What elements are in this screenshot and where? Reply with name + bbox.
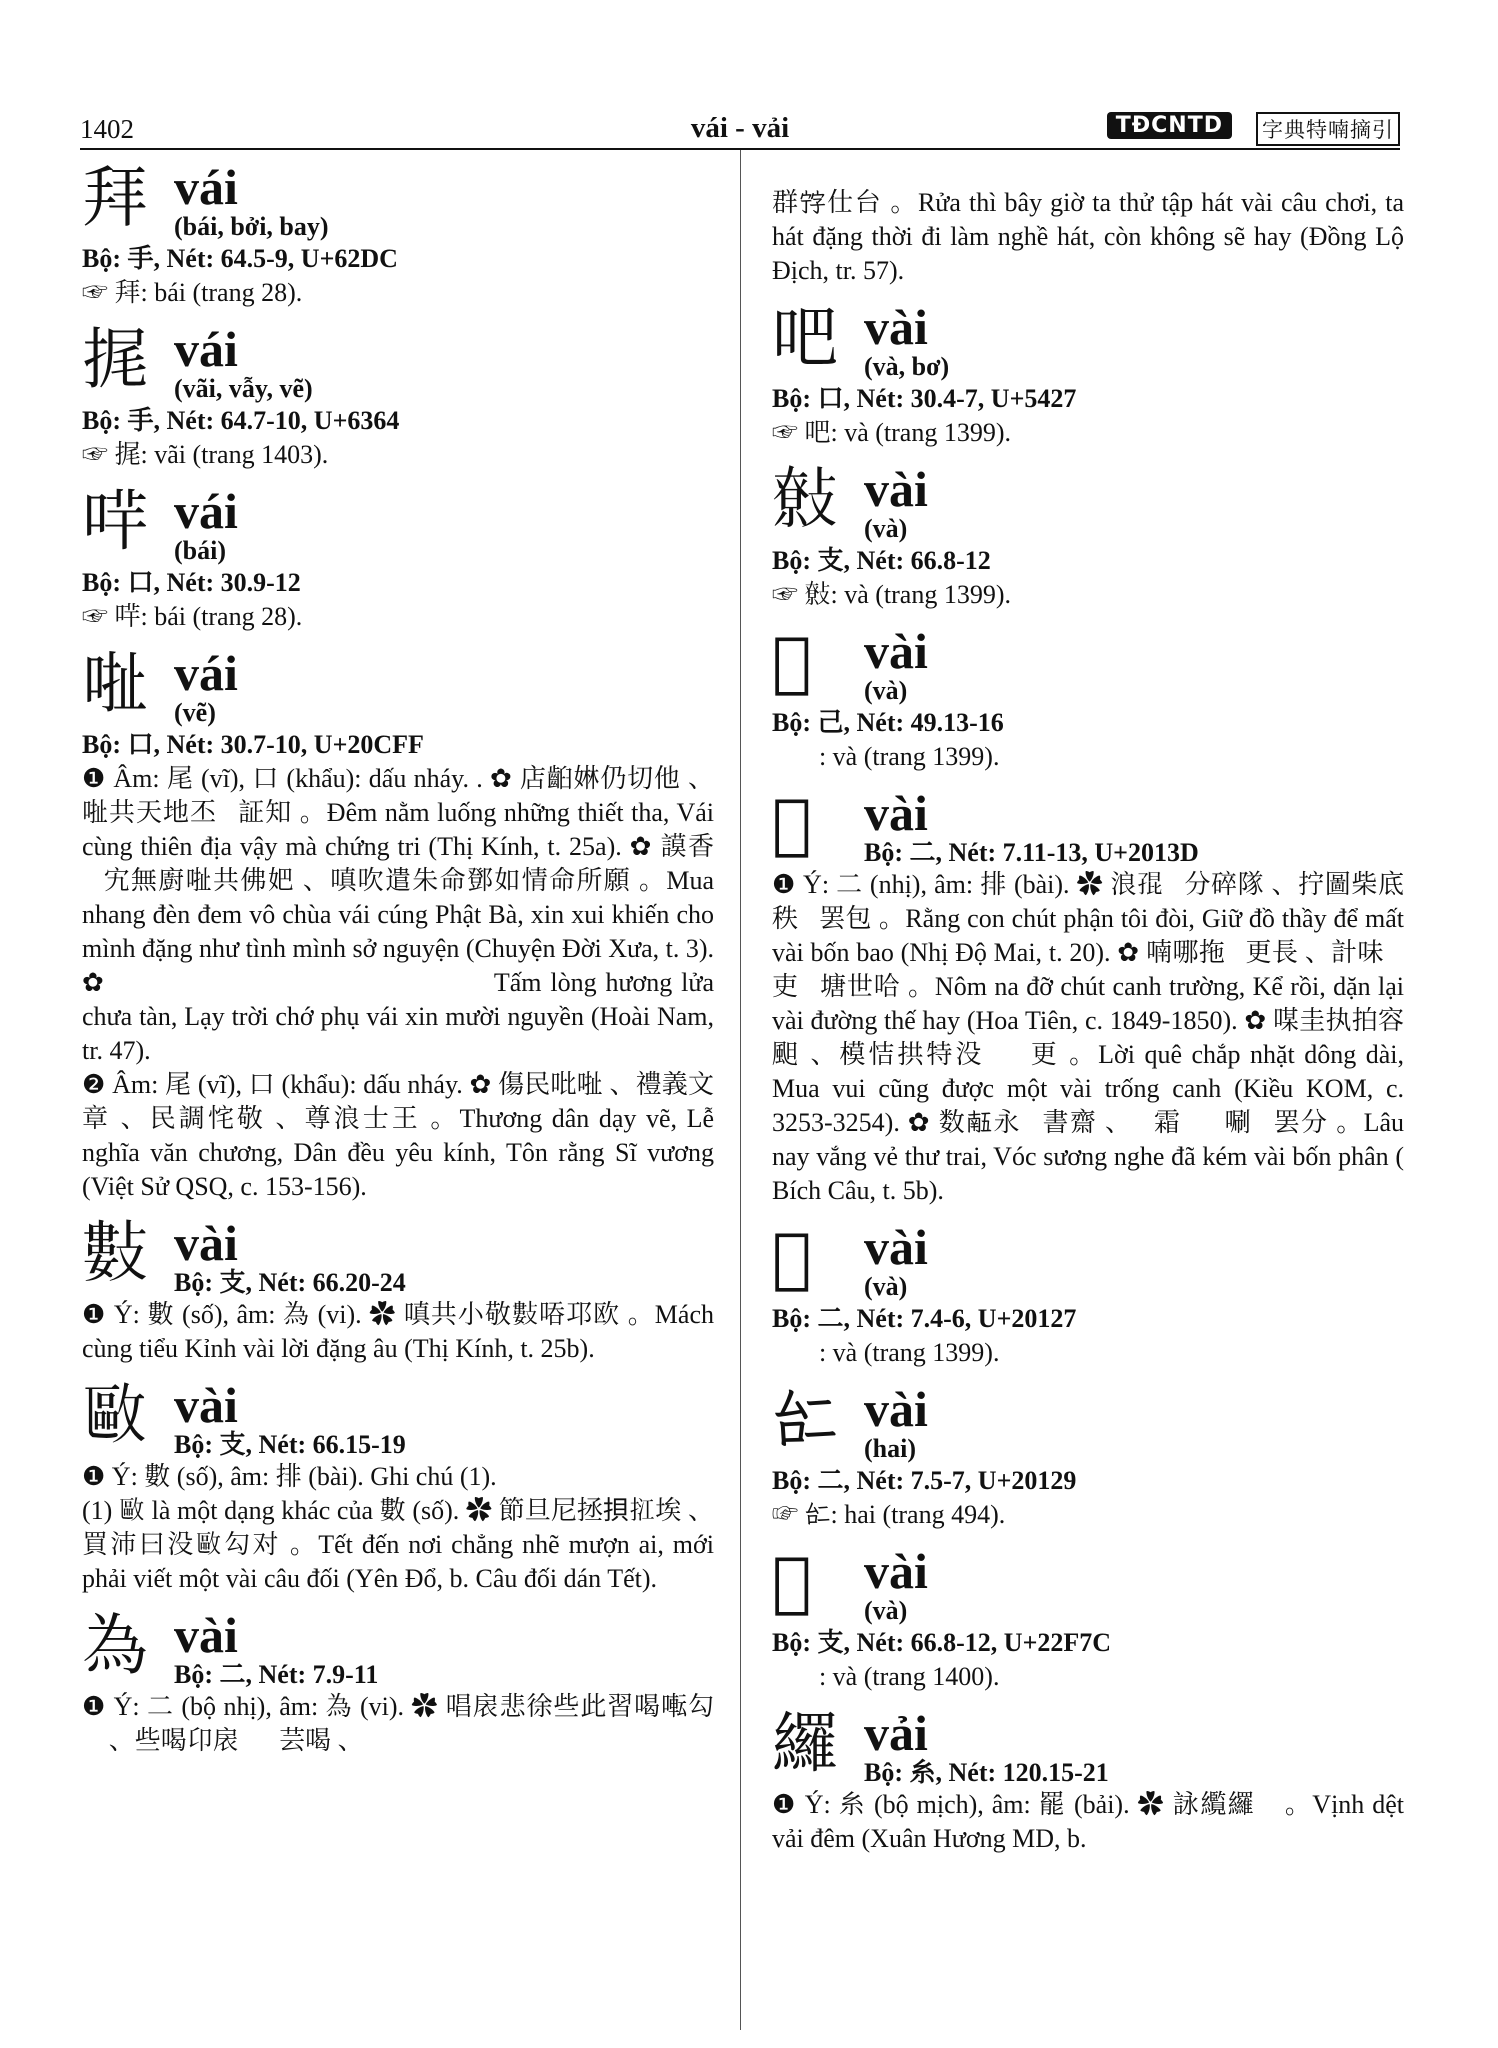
entry-headword: vái: [174, 645, 238, 701]
page-number: 1402: [80, 114, 134, 144]
entry-sense: ❶ Ý: 糸 (bộ mịch), âm: 罷 (bải). ✿ 詠䌫纙𦚖 。Vịnh dệt vải đêm (Xuân Hương MD, b.: [772, 1790, 1404, 1853]
entry-crossref: ☞ 𠄩: hai (trang 494).: [772, 1500, 1006, 1529]
entry-headword: vài: [864, 623, 928, 679]
entry-character: 𠄧: [772, 1219, 812, 1296]
entry-headword: vài: [864, 1381, 928, 1437]
dictionary-entry: [772, 622, 1404, 774]
entry-crossref: ☞ 哶: bái (trang 28).: [82, 602, 303, 631]
entry-alt-readings: (và): [864, 676, 908, 705]
dictionary-entry: [772, 1380, 1404, 1532]
continued-text: 群𡨸仕台 。Rửa thì bây giờ ta thử tập hát vài câu chơi, ta hát đặng thời đi làm nghề hát, còn không sẽ hay (Đồng Lộ Địch, tr. 57).: [772, 188, 1404, 285]
logo-cjk-badge: 字典特喃摘引: [1256, 112, 1400, 146]
entry-radical-info: Bộ: 糸, Nét: 120.15-21: [864, 1758, 1109, 1787]
dictionary-entry: [82, 1376, 714, 1596]
dictionary-entry: [772, 1218, 1404, 1370]
left-column: [82, 158, 714, 1768]
entry-character: 𢿘: [82, 1215, 148, 1292]
entry-character: 𫠯: [772, 785, 812, 862]
entry-alt-readings: (và): [864, 1596, 908, 1625]
entry-crossref: ☞ 𢽼: và (trang 1400).: [772, 1662, 1000, 1691]
entry-radical-info: Bộ: 二, Nét: 7.9-11: [174, 1660, 379, 1689]
entry-character: 𢿛: [82, 1377, 148, 1454]
entry-sense: ❶ Ý: 二 (nhị), âm: 排 (bài). ✿ 浪𡥵𦀊分碎隊 、拧圖柴底秩𫠯罢包 。Rằng con chút phận tôi đòi, Giữ đồ thầy để mất vài bốn bao (Nhị Độ Mai, t. 20). ✿ 喃哪拖𦀊更長 、計味𦊚吏𫠯塘世哈 。Nôm na đỡ chút canh trường, Kể rồi, dặn lại vài đường thế hay (Hoa Tiên, c. 1849-1850). ✿ 㖼圭执拍容䫻 、模恄拱特没𫠯𣋚更 。Lời quê chắp nhặt dông dài, Mua vui cũng được một vài trống canh (Kiều KOM, c. 3253-3254). ✿ 数𠄼永𩈘書齋 、𥾽霜𩈘𤿤唰𫠯罢分 。Lâu nay vắng vẻ thư trai, Vóc sương nghe đã kém vài bốn phân ( Bích Câu, t. 5b).: [772, 870, 1404, 1205]
dictionary-entry: [772, 1542, 1404, 1694]
entry-radical-info: Bộ: 己, Nét: 49.13-16: [772, 708, 1004, 737]
dictionary-entry: [772, 298, 1404, 450]
right-column: [772, 186, 1404, 1866]
dictionary-entry: [772, 1704, 1404, 1856]
entry-radical-info: Bộ: 支, Nét: 66.8-12: [772, 546, 991, 575]
entry-alt-readings: (hai): [864, 1434, 916, 1463]
dictionary-entry: [82, 1214, 714, 1366]
column-divider: [740, 150, 741, 2030]
entry-headword: vài: [864, 1543, 928, 1599]
dictionary-entry: [82, 158, 714, 310]
guide-words: vái - vải: [690, 112, 790, 144]
entry-sense: ❶ Ý: 二 (bộ nhị), âm: 為 (vi). ✿ 唱扆悲徐些此習喝𫝚勾𨁪 、些喝卬扆𢀭𫢩芸喝 、: [82, 1692, 714, 1755]
entry-headword: vài: [174, 1377, 238, 1433]
logo-badge: TĐCNTD: [1107, 112, 1232, 139]
entry-crossref: ☞ 𢿞: và (trang 1399).: [772, 580, 1012, 609]
entry-sense: ❷ Âm: 尾 (vĩ), 口 (khẩu): dấu nháy. ✿ 傷民吡𠳏 、禮義文章 、民調㤞敬 、尊浪士王 。Thương dân dạy vẽ, Lễ nghĩa văn chương, Dân đều yêu kính, Tôn rằng Sĩ vương (Việt Sử QSQ, c. 153-156).: [82, 1070, 714, 1201]
entry-headword: vài: [864, 299, 928, 355]
page-header: [80, 110, 1400, 150]
entry-radical-info: Bộ: 口, Nét: 30.9-12: [82, 568, 301, 597]
entry-alt-readings: (vẽ): [174, 698, 216, 727]
dictionary-entry: [772, 784, 1404, 1208]
entry-headword: vài: [864, 461, 928, 517]
entry-headword: vài: [864, 785, 928, 841]
entry-character: 𠄩: [772, 1381, 838, 1458]
entry-alt-readings: (và, bơ): [864, 352, 950, 381]
entry-sense: ❶ Âm: 尾 (vĩ), 口 (khẩu): dấu nháy. . ✿ 店齨㛦仍切他 、𠳏共天地丕𫨩証知 。Đêm nằm luống những thiết tha, Vái cùng thiên địa vậy mà chứng tri (Thị Kính, t. 25a). ✿ 謨香𤊰宄無廚𠳏共佛妑 、嗔吹遣朱命鄧如情命所願 。Mua nhang đèn đem vô chùa vái cúng Phật Bà, xin xui khiến cho mình đặng như tình mình sở nguyện (Chuyện Đời Xưa, t. 3). ✿ 𦛿悉香焒渚殘 、𫡯丕渚負𠳏嗔𨑮願 。Tấm lòng hương lửa chưa tàn, Lạy trời chớ phụ vái xin mười nguyền (Hoài Nam, tr. 47).: [82, 764, 714, 1065]
entry-radical-info: Bộ: 二, Nét: 7.5-7, U+20129: [772, 1466, 1077, 1495]
entry-sense: ❶ Ý: 數 (số), âm: 排 (bài). Ghi chú (1).: [82, 1462, 497, 1491]
entry-headword: vải: [864, 1705, 928, 1761]
entry-character: 𠳏: [82, 645, 148, 722]
entry-radical-info: Bộ: 支, Nét: 66.15-19: [174, 1430, 406, 1459]
entry-character: 𢿞: [772, 461, 838, 538]
entry-headword: vái: [174, 159, 238, 215]
entry-headword: vái: [174, 321, 238, 377]
entry-radical-info: Bộ: 支, Nét: 66.8-12, U+22F7C: [772, 1628, 1112, 1657]
entry-radical-info: Bộ: 手, Nét: 64.7-10, U+6364: [82, 406, 400, 435]
entry-radical-info: Bộ: 手, Nét: 64.5-9, U+62DC: [82, 244, 398, 273]
entry-radical-info: Bộ: 二, Nét: 7.11-13, U+2013D: [864, 838, 1199, 867]
entry-character: 為: [82, 1607, 148, 1684]
entry-radical-info: Bộ: 支, Nét: 66.20-24: [174, 1268, 406, 1297]
entry-note: (1) 𢿛 là một dạng khác của 數 (số). ✿ 節旦尼拯𢭲𢬥埃 、買沛曰没𢿛勾对 。Tết đến nơi chẳng nhẽ mượn ai, mới phải viết một vài câu đối (Yên Đổ, b. Câu đối dán Tết).: [82, 1496, 714, 1593]
entry-character: 𢀲: [772, 623, 812, 700]
entry-character: 纙: [772, 1705, 838, 1782]
entry-character: 拜: [82, 159, 148, 236]
entry-headword: vài: [174, 1215, 238, 1271]
dictionary-entry: [772, 460, 1404, 612]
entry-radical-info: Bộ: 口, Nét: 30.7-10, U+20CFF: [82, 730, 424, 759]
dictionary-entry: [82, 320, 714, 472]
entry-alt-readings: (bái): [174, 536, 226, 565]
entry-crossref: ☞ 𠄧: và (trang 1399).: [772, 1338, 1000, 1367]
dictionary-entry: [82, 482, 714, 634]
entry-alt-readings: (vãi, vẫy, vẽ): [174, 374, 313, 403]
entry-headword: vài: [174, 1607, 238, 1663]
entry-alt-readings: (và): [864, 1272, 908, 1301]
dictionary-entry: [82, 644, 714, 1204]
entry-radical-info: Bộ: 口, Nét: 30.4-7, U+5427: [772, 384, 1077, 413]
entry-sense: ❶ Ý: 數 (số), âm: 為 (vi). ✿ 嗔共小敬𢿘㖔邛欧 。Mách cùng tiểu Kỉnh vài lời đặng âu (Thị Kính, t. 25b).: [82, 1300, 714, 1363]
entry-crossref: ☞ 吧: và (trang 1399).: [772, 418, 1012, 447]
entry-radical-info: Bộ: 二, Nét: 7.4-6, U+20127: [772, 1304, 1077, 1333]
entry-alt-readings: (bái, bởi, bay): [174, 212, 329, 241]
entry-character: 吧: [772, 299, 838, 376]
entry-crossref: ☞ 𢀲: và (trang 1399).: [772, 742, 1000, 771]
entry-crossref: ☞ 捤: vãi (trang 1403).: [82, 440, 329, 469]
entry-character: 𢽼: [772, 1543, 812, 1620]
entry-headword: vái: [174, 483, 238, 539]
dictionary-entry: [82, 1606, 714, 1758]
entry-alt-readings: (và): [864, 514, 908, 543]
entry-character: 哶: [82, 483, 148, 560]
entry-headword: vài: [864, 1219, 928, 1275]
entry-character: 捤: [82, 321, 148, 398]
entry-crossref: ☞ 拜: bái (trang 28).: [82, 278, 303, 307]
